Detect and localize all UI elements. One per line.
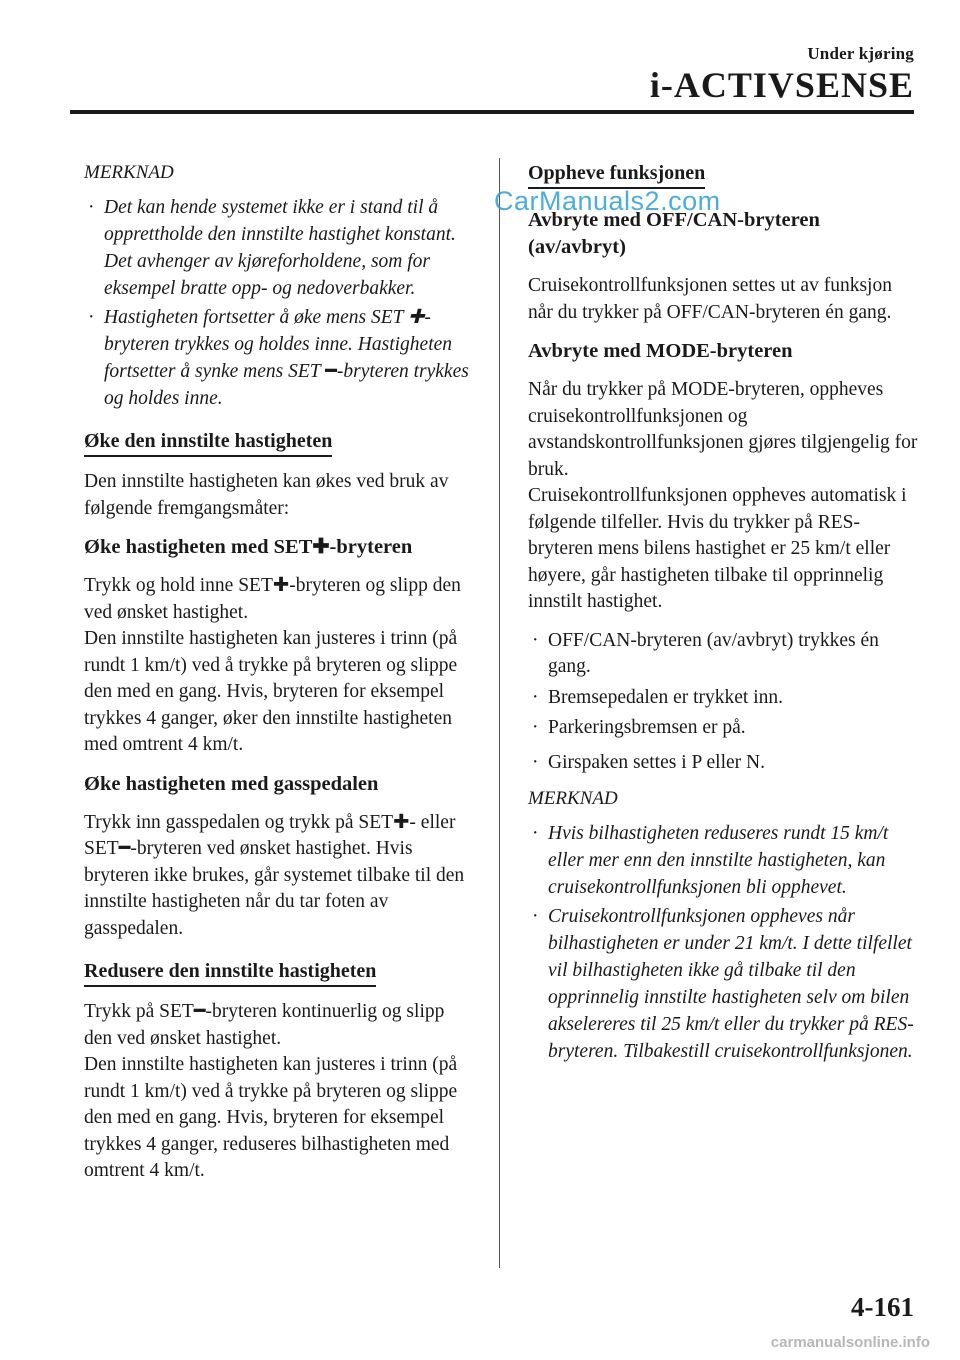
note-title: MERKNAD xyxy=(528,788,618,809)
list-item: · Parkeringsbremsen er på. xyxy=(532,717,746,738)
paragraph: Trykk og hold inne SET✚-bryteren og slipp den ved ønsket hastighet. xyxy=(84,575,461,623)
section-label: Under kjøring xyxy=(807,44,914,63)
note-item: · Cruisekontrollfunksjonen oppheves når bilhastigheten er under 21 km/t. I dette tilfellet vil bilhastigheten ikke gå tilbake til den opprinnelig innstilte hastigheten selv om bilen akselereres til 25 km/t eller du trykker på RES-bryteren. Tilbakestill cruisekontrollfunksjonen. xyxy=(532,906,914,1062)
paragraph: Trykk inn gasspedalen og trykk på SET✚- eller SET━-bryteren ved ønsket hastighet. Hvis bryteren ikke brukes, går systemet tilbake til den innstilte hastigheten når du tar foten av gasspedalen. xyxy=(84,811,465,939)
right-column xyxy=(528,162,918,1077)
condition-list xyxy=(528,628,918,777)
list-item: · OFF/CAN-bryteren (av/avbryt) trykkes én gang. xyxy=(532,629,879,677)
note-list xyxy=(528,820,918,1065)
paragraph: Den innstilte hastigheten kan justeres i trinn (på rundt 1 km/t) ved å trykke på bryteren og slippe den med en gang. Hvis, bryteren for eksempel trykkes 4 ganger, øker den innstilte hastigheten med omtrent 4 km/t. xyxy=(84,628,458,755)
heading-mode: Avbryte med MODE-bryteren xyxy=(528,340,793,362)
paragraph: Den innstilte hastigheten kan justeres i trinn (på rundt 1 km/t) ved å trykke på bryteren og slippe den med en gang. Hvis, bryteren for eksempel trykkes 4 ganger, reduseres bilhastigheten med omtrent 4 km/t. xyxy=(84,1054,458,1181)
paragraph: Den innstilte hastigheten kan økes ved bruk av følgende fremgangsmåter: xyxy=(84,471,449,519)
left-column xyxy=(84,162,476,1197)
chapter-title: i-ACTIVSENSE xyxy=(649,65,914,105)
paragraph: Trykk på SET━-bryteren kontinuerlig og slipp den ved ønsket hastighet. xyxy=(84,1001,445,1049)
list-item: · Girspaken settes i P eller N. xyxy=(532,751,765,773)
heading-off-can: Avbryte med OFF/CAN-bryteren (av/avbryt) xyxy=(528,209,820,258)
paragraph: Cruisekontrollfunksjonen oppheves automatisk i følgende tilfeller. Hvis du trykker på RES-bryteren mens bilens hastighet er 25 km/t eller høyere, går hastigheten tilbake til opprinnelig innstilt hastighet. xyxy=(528,485,907,612)
heading-gas: Øke hastigheten med gasspedalen xyxy=(84,772,379,795)
paragraph: Cruisekontrollfunksjonen settes ut av funksjon når du trykker på OFF/CAN-bryteren én gang. xyxy=(528,275,892,323)
column-divider xyxy=(499,158,500,1268)
heading-cancel: Oppheve funksjonen xyxy=(528,162,705,189)
watermark-text: CarManuals2.com xyxy=(494,186,721,216)
heading-reduce: Redusere den innstilte hastigheten xyxy=(84,960,376,987)
note-item: · Hastigheten fortsetter å øke mens SET ✚-bryteren trykkes og holdes inne. Hastigheten fortsetter å synke mens SET ━-bryteren trykkes og holdes inne. xyxy=(88,307,469,409)
note-item: · Det kan hende systemet ikke er i stand til å opprettholde den innstilte hastighet konstant. Det avhenger av kjøreforholdene, som for eksempel bratte opp- og nedoverbakker. xyxy=(88,197,456,299)
note-list xyxy=(84,194,476,412)
list-item: · Bremsepedalen er trykket inn. xyxy=(532,686,783,708)
note-item: · Hvis bilhastigheten reduseres rundt 15 km/t eller mer enn den innstilte hastigheten, kan cruisekontrollfunksjonen bli opphevet. xyxy=(532,823,889,898)
footer-watermark: carmanualsonline.info xyxy=(770,1334,930,1351)
paragraph: Når du trykker på MODE-bryteren, oppheves cruisekontrollfunksjonen og avstandskontrollfunksjonen gjøres tilgjengelig for bruk. xyxy=(528,379,918,480)
heading-increase: Øke den innstilte hastigheten xyxy=(84,430,332,457)
page-number: 4-161 xyxy=(851,1292,914,1322)
header-rule xyxy=(70,110,914,114)
heading-set-plus: Øke hastigheten med SET✚-bryteren xyxy=(84,536,413,558)
note-title: MERKNAD xyxy=(84,162,174,183)
